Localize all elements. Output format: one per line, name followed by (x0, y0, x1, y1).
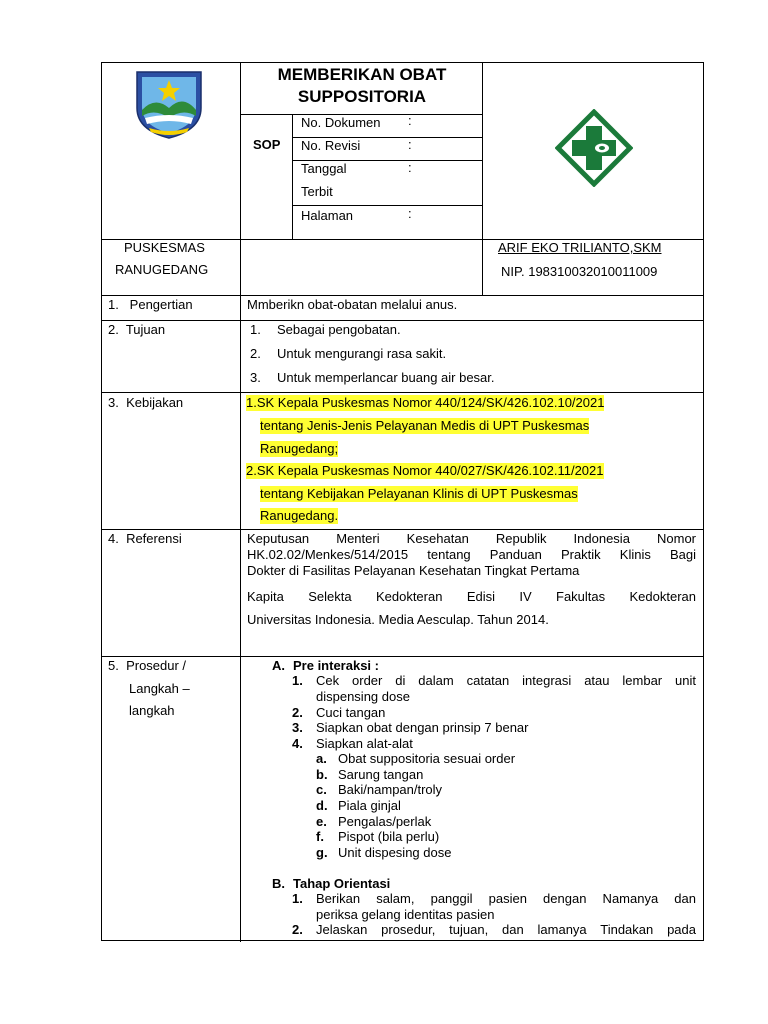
field-no-revisi-sep: : (408, 137, 412, 152)
a-sub-e-letter: e. (316, 814, 327, 829)
field-halaman-label: Halaman (301, 208, 354, 223)
a-sub-c-text: Baki/nampan/troly (338, 782, 443, 797)
a-sub-f-text: Pispot (bila perlu) (338, 829, 440, 844)
field-tanggal-label: Tanggal (301, 161, 347, 176)
kebijakan-line-3: Ranugedang; (260, 441, 339, 456)
kebijakan-label: 3. Kebijakan (108, 395, 184, 410)
kebijakan-line-5: tentang Kebijakan Pelayanan Klinis di UPT Puskesmas (260, 486, 578, 501)
signer-nip: NIP. 198310032010011009 (501, 264, 658, 279)
referensi-line-3: Dokter di Fasilitas Pelayanan Kesehatan Tingkat Pertama (247, 563, 580, 578)
field-line-3 (292, 205, 483, 206)
table-border-top (101, 62, 704, 63)
a-sub-d-text: Piala ginjal (338, 798, 401, 813)
table-border-right (703, 62, 704, 941)
header-divider-left (240, 62, 241, 942)
tujuan-label: 2. Tujuan (108, 322, 166, 337)
a-item-2-text: Cuci tangan (316, 705, 386, 720)
b-item-2-text: Jelaskan prosedur, tujuan, dan lamanya Tindakan pada (316, 922, 696, 937)
referensi-label: 4. Referensi (108, 531, 182, 546)
a-item-1-text: Cek order di dalam catatan integrasi atau lembar unit (316, 673, 696, 688)
field-no-dokumen-label: No. Dokumen (301, 115, 381, 130)
prosedur-label-line-3: langkah (129, 703, 175, 718)
tujuan-item-1-text: Sebagai pengobatan. (277, 322, 401, 337)
row-line-kebijakan (101, 392, 704, 393)
section-b-letter: B. (272, 876, 285, 891)
row-line-referensi (101, 529, 704, 530)
puskesmas-cross-logo-icon (555, 109, 633, 187)
kebijakan-line-6: Ranugedang. (260, 508, 339, 523)
field-no-dokumen-sep: : (408, 113, 412, 128)
sop-field-divider (292, 114, 293, 240)
b-item-1-cont: periksa gelang identitas pasien (316, 907, 495, 922)
field-tanggal-sep: : (408, 160, 412, 175)
referensi-line-5: Universitas Indonesia. Media Aesculap. Tahun 2014. (247, 612, 549, 627)
document-title (242, 64, 482, 108)
title-line-1: MEMBERIKAN OBAT (277, 65, 447, 84)
prosedur-label-line-1: 5. Prosedur / (108, 658, 187, 673)
section-b-heading: Tahap Orientasi (293, 876, 391, 891)
referensi-line-4: Kapita Selekta Kedokteran Edisi IV Fakultas Kedokteran (247, 589, 696, 604)
table-border-bottom (101, 940, 704, 941)
table-border-left (101, 62, 102, 941)
a-sub-b-text: Sarung tangan (338, 767, 424, 782)
a-item-4-text: Siapkan alat-alat (316, 736, 413, 751)
b-item-1-text: Berikan salam, panggil pasien dengan Namanya dan (316, 891, 696, 906)
field-no-revisi-label: No. Revisi (301, 138, 361, 153)
tujuan-item-3-num: 3. (250, 370, 261, 385)
row-line-pengertian (101, 295, 704, 296)
section-a-heading: Pre interaksi : (293, 658, 379, 673)
sop-label: SOP (253, 137, 281, 152)
a-sub-c-letter: c. (316, 782, 327, 797)
kebijakan-line-4: 2.SK Kepala Puskesmas Nomor 440/027/SK/426.102.11/2021 (246, 463, 604, 478)
a-item-1-num: 1. (292, 673, 303, 688)
org-name-line-1: PUSKESMAS (124, 240, 205, 255)
referensi-line-2: HK.02.02/Menkes/514/2015 tentang Panduan Praktik Klinis Bagi (247, 547, 696, 562)
tujuan-item-3-text: Untuk memperlancar buang air besar. (277, 370, 495, 385)
a-sub-a-text: Obat suppositoria sesuai order (338, 751, 516, 766)
pengertian-label: 1. Pengertian (108, 297, 193, 312)
a-sub-e-text: Pengalas/perlak (338, 814, 432, 829)
kebijakan-line-1: 1.SK Kepala Puskesmas Nomor 440/124/SK/426.102.10/2021 (246, 395, 605, 410)
field-terbit-label: Terbit (301, 184, 333, 199)
section-a-letter: A. (272, 658, 285, 673)
a-sub-g-text: Unit dispesing dose (338, 845, 452, 860)
referensi-line-1: Keputusan Menteri Kesehatan Republik Indonesia Nomor (247, 531, 696, 546)
a-item-3-text: Siapkan obat dengan prinsip 7 benar (316, 720, 529, 735)
a-item-2-num: 2. (292, 705, 303, 720)
a-item-4-num: 4. (292, 736, 303, 751)
tujuan-item-1-num: 1. (250, 322, 261, 337)
org-name-line-2: RANUGEDANG (115, 262, 209, 277)
row-line-tujuan (101, 320, 704, 321)
pengertian-text: Mmberikn obat-obatan melalui anus. (247, 297, 458, 312)
field-halaman-sep: : (408, 206, 412, 221)
row-line-prosedur (101, 656, 704, 657)
a-sub-d-letter: d. (316, 798, 328, 813)
a-item-3-num: 3. (292, 720, 303, 735)
a-sub-g-letter: g. (316, 845, 328, 860)
title-line-2: SUPPOSITORIA (297, 87, 427, 106)
prosedur-label-line-2: Langkah – (129, 681, 190, 696)
a-sub-f-letter: f. (316, 829, 324, 844)
a-item-1-cont: dispensing dose (316, 689, 410, 704)
header-divider-right (482, 62, 483, 296)
tujuan-item-2-num: 2. (250, 346, 261, 361)
kebijakan-line-2: tentang Jenis-Jenis Pelayanan Medis di UPT Puskesmas (260, 418, 590, 433)
regency-emblem-icon (133, 68, 205, 140)
signer-name: ARIF EKO TRILIANTO,SKM (498, 240, 662, 255)
b-item-2-num: 2. (292, 922, 303, 937)
tujuan-item-2-text: Untuk mengurangi rasa sakit. (277, 346, 447, 361)
a-sub-b-letter: b. (316, 767, 328, 782)
b-item-1-num: 1. (292, 891, 303, 906)
a-sub-a-letter: a. (316, 751, 327, 766)
